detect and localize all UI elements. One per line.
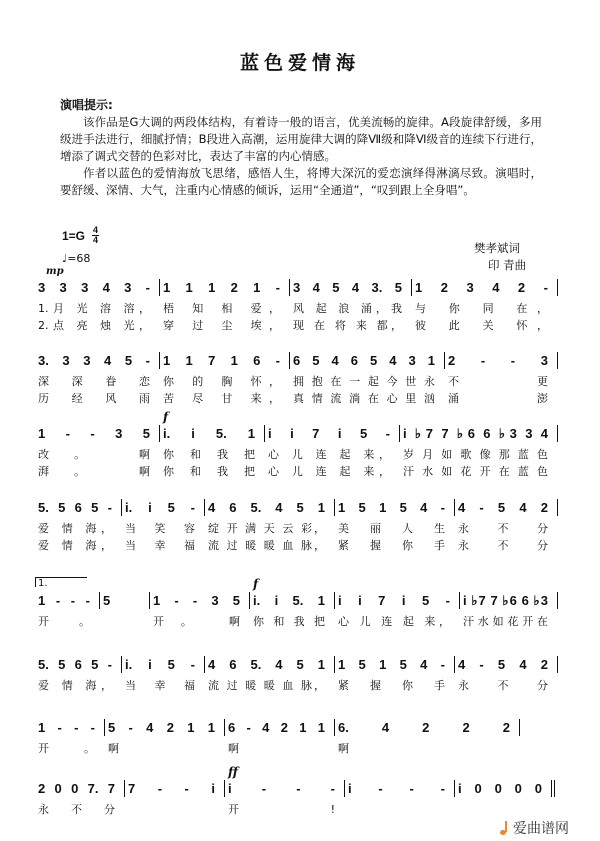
lyricist-credit: 樊孝斌词	[474, 241, 520, 255]
measure	[400, 425, 558, 480]
measure	[105, 719, 225, 757]
measure	[460, 592, 558, 630]
lyric-verse-2: 汗 水 如 花 开 在 蓝 色	[403, 465, 548, 478]
measure-notes: i. i 5. 1	[250, 592, 335, 609]
lyric-verse-1: 风 起 浪 涌，我	[293, 302, 402, 315]
measure	[122, 656, 205, 694]
dynamic-marking: ff	[228, 765, 238, 779]
measure-notes: 3. 3 3 4 5 -	[35, 352, 160, 369]
volta-bracket: 1.	[35, 577, 87, 587]
tips-paragraph: 该作品是G大调的两段体结构，有着诗一般的语言，优美流畅的旋律。A段旋律舒缓，多用级进手法进行，细腻抒情；B段进入高潮，运用旋律大调的降Ⅶ级和降Ⅵ级音的连续下行进行，增添了调式交替的色彩对比，表达了丰富的内心情感。	[60, 115, 542, 163]
music-note-icon	[500, 821, 510, 835]
lyric-verse-1: 汗 水 如 花 开 在	[463, 615, 548, 628]
measure-notes: 5. 5 6 5 -	[35, 499, 122, 516]
measure	[335, 656, 455, 694]
lyric-verse-2: 2.点 亮 烛 光，	[38, 319, 150, 332]
lyric-verse-1: 美 丽 人 生	[338, 522, 445, 535]
measure	[345, 780, 455, 818]
lyric-verse-1	[100, 613, 150, 630]
tips-paragraph: 作者以蓝色的爱情海放飞思绪，感悟人生，将博大深沉的爱恋演绎得淋漓尽致。演唱时，要舒缓、深情、大气，注重内心情感的倾诉，运用“全通道”，“叹到跟上全身唱”。	[60, 166, 542, 197]
lyric-verse-1: 心 儿 连 起 来，	[338, 615, 450, 628]
composer-credit: 印 青曲	[488, 258, 527, 272]
lyric-verse-1: 开。	[38, 615, 90, 628]
lyric-verse-1: 改。 啊	[38, 448, 150, 461]
lyric-verse-1: 你 的 胸 怀，	[163, 375, 280, 388]
lyric-verse-1: 1.月 光 溶 溶，	[38, 302, 150, 315]
lyric-verse-1: 流 过 暖 暖 血 脉，	[208, 679, 325, 692]
measure	[35, 425, 160, 480]
watermark-text: 爱曲谱网	[513, 821, 569, 837]
measure-notes: 5 - 4 2 1 1	[105, 719, 225, 736]
score-row	[35, 656, 560, 694]
lyric-verse-2: 真 情 流 淌 在 心 里 汹	[293, 392, 435, 405]
tempo-marking: ♩=68	[62, 252, 91, 265]
measure	[290, 279, 412, 334]
dynamic-marking: f	[253, 577, 259, 591]
lyric-verse-2: 涌 澎	[448, 392, 548, 405]
lyric-verse-1	[345, 801, 455, 818]
lyric-verse-2: 心 儿 连 起 来，	[268, 465, 390, 478]
measure	[455, 656, 558, 694]
measure	[445, 352, 558, 407]
score-row	[35, 765, 560, 818]
measure-notes: 5. 5 6 5 -	[35, 656, 122, 673]
measure-notes: 4 6 5. 4 5 1	[205, 656, 335, 673]
measure-notes: 1 5 1 5 4 -	[335, 499, 455, 516]
measure-notes: 1 - - 3 5	[150, 592, 250, 609]
measure	[335, 592, 460, 630]
measure-notes: 1 - - -	[35, 719, 105, 736]
measure	[160, 410, 265, 480]
measure	[35, 499, 122, 554]
measure-notes: i ♭7 7 ♭6 6 ♭3 3 4	[400, 425, 558, 442]
measure	[412, 279, 558, 334]
score-row	[35, 499, 560, 554]
measure-notes: 1 5 1 5 4 -	[335, 656, 455, 673]
lyric-verse-2: 你 和 我 把	[163, 465, 255, 478]
meter-bottom: 4	[93, 235, 99, 245]
measure	[160, 279, 290, 334]
lyric-verse-1: 你 和 我 把	[253, 615, 325, 628]
measure	[35, 780, 125, 818]
measure	[122, 499, 205, 554]
measure	[160, 352, 290, 407]
lyric-verse-1: 开。	[38, 742, 95, 755]
performance-tips	[60, 114, 542, 199]
lyric-verse-1: 开!	[228, 803, 335, 816]
measure-notes: i - - -	[225, 780, 345, 797]
lyric-verse-2: 穿 过 尘 埃，	[163, 319, 280, 332]
measure-notes: i i 7 i 5 -	[335, 592, 460, 609]
measure-notes: i. i 5 -	[122, 499, 205, 516]
measure-notes: 4 - 5 4 2	[455, 656, 558, 673]
measure	[35, 352, 160, 407]
measure-notes: 6 5 4 6 5 4 3 1	[290, 352, 445, 369]
score-row	[35, 352, 560, 407]
measure-notes: i. i 5. 1	[160, 425, 265, 442]
page-title: 蓝色爱情海	[239, 52, 360, 74]
measure-notes: 2 - - 3	[445, 352, 558, 369]
lyric-verse-1: 当 笑 容	[125, 522, 195, 535]
measure	[335, 719, 520, 757]
key-label: 1=G	[62, 228, 86, 243]
measure	[35, 279, 160, 334]
measure-notes: i 0 0 0 0	[455, 780, 555, 797]
measure	[225, 719, 335, 757]
lyric-verse-1: 永 不 分	[458, 679, 548, 692]
key-signature	[62, 226, 99, 245]
lyric-verse-1: 啊	[108, 742, 119, 755]
lyric-verse-2: 苦 尽 甘 来，	[163, 392, 280, 405]
score-row	[35, 577, 560, 630]
lyric-verse-1: 啊	[228, 742, 239, 755]
time-signature	[92, 226, 99, 245]
measure	[290, 352, 445, 407]
measure-notes: i ♭7 7 ♭6 6 ♭3	[460, 592, 558, 609]
meter-top: 4	[93, 225, 99, 235]
lyric-verse-1: 不 更	[448, 375, 548, 388]
measure-notes: 6 - 4 2 1 1	[225, 719, 335, 736]
measure-notes: 7 - - i	[125, 780, 225, 797]
lyric-verse-1: 爱 情 海，	[38, 679, 112, 692]
measure-notes: 3 4 5 4 3. 5	[290, 279, 412, 296]
measure	[35, 578, 100, 630]
lyric-verse-1: 紧 握 你 手	[338, 679, 445, 692]
measure-notes: 4 - 5 4 2	[455, 499, 558, 516]
measure	[150, 592, 250, 630]
lyric-verse-1	[125, 801, 225, 818]
lyric-verse-1: 绽 开 满 天 云 彩，	[208, 522, 325, 535]
dynamic-marking: f	[163, 410, 169, 424]
lyric-verse-1: 与 你 同 在，	[415, 302, 548, 315]
lyric-verse-2: 彼 此 关 怀，	[415, 319, 548, 332]
measure-notes: 1 - - 3 5	[35, 425, 160, 442]
lyric-verse-1: 梧 知 相 爱，	[163, 302, 280, 315]
watermark	[500, 818, 569, 838]
measure	[265, 425, 400, 480]
measure-notes: 6. 4 2 2 2	[335, 719, 520, 736]
measure-notes: 1 1 1 2 1 -	[160, 279, 290, 296]
lyric-verse-2: 现 在 将 来 都，	[293, 319, 402, 332]
measure-notes: 1 - - -	[35, 592, 100, 609]
measure-notes: 3 3 3 4 3 -	[35, 279, 160, 296]
measure	[225, 765, 345, 818]
lyric-verse-1: 岁 月 如 歌 像 那 蓝 色	[403, 448, 548, 461]
lyric-verse-2: 爱 情 海，	[38, 539, 112, 552]
lyric-verse-1: 爱 情 海，	[38, 522, 112, 535]
score-row	[35, 719, 560, 757]
measure	[125, 780, 225, 818]
lyric-verse-1: 永 不 分	[458, 522, 548, 535]
measure-notes: 4 6 5. 4 5 1	[205, 499, 335, 516]
lyric-verse-2: 当 幸 福	[125, 539, 195, 552]
measure	[35, 656, 122, 694]
measure	[250, 577, 335, 630]
lyric-verse-2: 历 经 风 雨	[38, 392, 150, 405]
performance-tips-label: 演唱提示:	[60, 98, 113, 112]
lyric-verse-1: 深 深 眷 恋	[38, 375, 150, 388]
measure	[205, 656, 335, 694]
score-row	[35, 279, 560, 334]
measure	[455, 780, 555, 818]
lyric-verse-2: 永 不 分	[458, 539, 548, 552]
lyric-verse-1	[455, 801, 555, 818]
measure-notes: 1 1 7 1 6 -	[160, 352, 290, 369]
lyric-verse-2: 紧 握 你 手	[338, 539, 445, 552]
measure-notes: i i 7 i 5 -	[265, 425, 400, 442]
lyric-verse-2: 流 过 暖 暖 血 脉，	[208, 539, 325, 552]
measure	[455, 499, 558, 554]
lyric-verse-2: 湃。 啊	[38, 465, 150, 478]
measure-notes: 1 2 3 4 2 -	[412, 279, 558, 296]
measure-notes: i. i 5 -	[122, 656, 205, 673]
measure	[205, 499, 335, 554]
lyric-verse-1: 永 不 分	[38, 803, 115, 816]
lyric-verse-1: 你 和 我 把	[163, 448, 255, 461]
dynamic-marking: mp	[46, 266, 64, 277]
measure-notes: i - - -	[345, 780, 455, 797]
lyric-verse-1: 当 幸 福	[125, 679, 195, 692]
score-row	[35, 410, 560, 480]
measure	[335, 499, 455, 554]
lyric-verse-1: 拥 抱 在 一 起 今 世 永	[293, 375, 435, 388]
measure-notes: 2 0 0 7. 7	[35, 780, 125, 797]
measure	[35, 719, 105, 757]
measure	[100, 592, 150, 630]
lyric-verse-1: 开。 啊	[153, 615, 240, 628]
lyric-verse-1: 啊	[338, 742, 349, 755]
measure-notes: 5	[100, 592, 150, 609]
lyric-verse-1: 心 儿 连 起 来，	[268, 448, 390, 461]
